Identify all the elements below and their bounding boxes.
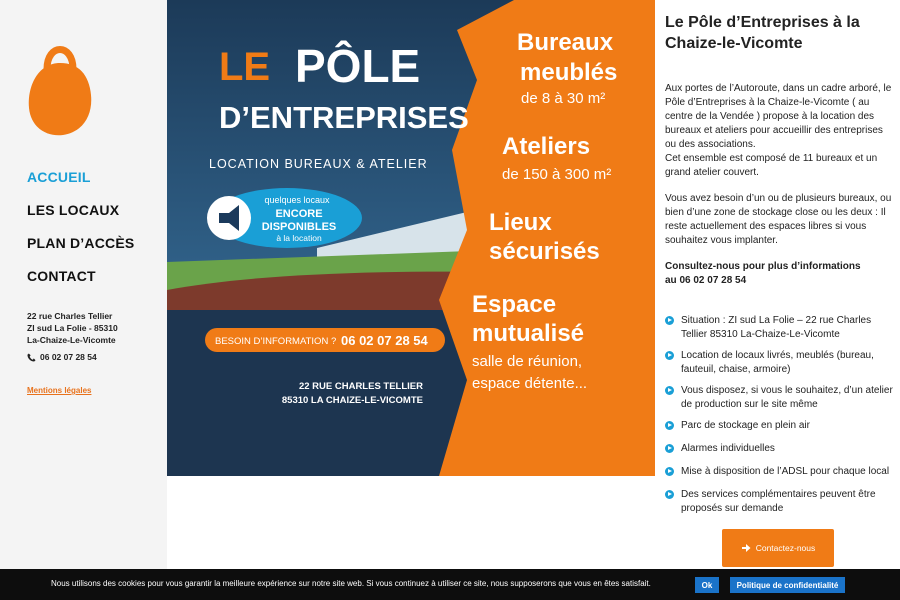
arrow-bullet-icon <box>665 351 674 360</box>
list-item: Situation : ZI sud La Folie – 22 rue Charles Tellier 85310 La-Chaize-Le-Vicomte <box>665 314 893 342</box>
nav-plan-acces[interactable]: PLAN D’ACCÈS <box>27 235 135 251</box>
features-list <box>665 314 893 516</box>
svg-text:de 8 à 30 m²: de 8 à 30 m² <box>521 90 606 107</box>
svg-text:Lieux: Lieux <box>489 209 552 236</box>
needs-paragraph: Vous avez besoin d’un ou de plusieurs bureaux, ou bien d’une zone de stockage close ou les deux : Il reste actuellement des espaces libres si vous souhaitez vous implanter. <box>665 193 892 246</box>
nav-les-locaux[interactable]: LES LOCAUX <box>27 202 120 218</box>
svg-text:à la location: à la location <box>276 233 322 243</box>
main-nav <box>27 168 134 300</box>
page-title: Le Pôle d’Entreprises à la Chaize-le-Vicomte <box>665 14 860 52</box>
contact-us-button[interactable]: Contactez-nous <box>722 529 834 567</box>
mentions-legales-link[interactable]: Mentions légales <box>27 386 92 395</box>
svg-text:22 RUE CHARLES TELLIER: 22 RUE CHARLES TELLIER <box>298 381 423 392</box>
svg-text:sécurisés: sécurisés <box>489 238 600 265</box>
svg-text:de 150 à 300 m²: de 150 à 300 m² <box>502 166 612 183</box>
hero-banner <box>167 0 655 476</box>
cookie-ok-button[interactable]: Ok <box>695 577 719 593</box>
svg-text:salle de réunion,: salle de réunion, <box>472 353 583 370</box>
nav-contact[interactable]: CONTACT <box>27 268 96 284</box>
privacy-policy-button[interactable]: Politique de confidentialité <box>730 577 845 593</box>
svg-text:Espace: Espace <box>472 291 557 318</box>
svg-text:mutualisé: mutualisé <box>472 320 585 347</box>
nav-accueil[interactable]: ACCUEIL <box>27 169 91 185</box>
hero-title-le: LE <box>219 45 271 89</box>
svg-text:meublés: meublés <box>520 59 618 86</box>
hero-subtitle: LOCATION BUREAUX & ATELIER <box>209 157 428 171</box>
svg-text:ENCORE: ENCORE <box>275 208 323 220</box>
svg-text:Bureaux: Bureaux <box>517 29 614 56</box>
main-content <box>665 12 893 523</box>
list-item: Vous disposez, si vous le souhaitez, d’un atelier de production sur le site même <box>665 384 893 412</box>
sidebar-phone[interactable]: 06 02 07 28 54 <box>27 352 97 362</box>
arrow-bullet-icon <box>665 386 674 395</box>
hero-title-entreprises: D’ENTREPRISES <box>219 100 469 135</box>
consult-line: Consultez-nous pour plus d’informations au 06 02 07 28 54 <box>665 261 861 286</box>
list-item: Parc de stockage en plein air <box>665 419 893 435</box>
svg-text:BESOIN D’INFORMATION ?: BESOIN D’INFORMATION ? <box>215 336 337 347</box>
arrow-bullet-icon <box>665 421 674 430</box>
arrow-bullet-icon <box>665 467 674 476</box>
hero-artwork <box>167 0 655 476</box>
svg-text:quelques locaux: quelques locaux <box>264 195 330 205</box>
sidebar-address: 22 rue Charles Tellier ZI sud La Folie - 85310 La-Chaize-Le-Vicomte <box>27 311 118 345</box>
arrow-bullet-icon <box>665 444 674 453</box>
svg-text:06 02 07 28 54: 06 02 07 28 54 <box>341 333 428 348</box>
hero-title-pole: PÔLE <box>295 40 421 92</box>
sidebar <box>0 0 167 600</box>
list-item: Alarmes individuelles <box>665 442 893 458</box>
intro-paragraph: Aux portes de l’Autoroute, dans un cadre arboré, le Pôle d’Entreprises à la Chaize-le-Vicomte ( au centre de la Vendée ) propose à la location des bureaux et ateliers pour accueillir des entreprises ou des associations. <box>665 83 892 150</box>
pole-logo[interactable] <box>27 33 93 137</box>
svg-text:espace détente...: espace détente... <box>472 375 588 392</box>
svg-text:Ateliers: Ateliers <box>502 133 591 160</box>
arrow-bullet-icon <box>665 316 674 325</box>
arrow-right-icon <box>741 543 751 553</box>
list-item: Mise à disposition de l’ADSL pour chaque local <box>665 465 893 481</box>
list-item: Des services complémentaires peuvent être proposés sur demande <box>665 488 893 516</box>
svg-text:85310 LA CHAIZE-LE-VICOMTE: 85310 LA CHAIZE-LE-VICOMTE <box>281 395 423 406</box>
cookie-banner <box>0 569 900 600</box>
phone-icon <box>27 353 36 362</box>
cookie-text: Nous utilisons des cookies pour vous garantir la meilleure expérience sur notre site web. Si vous continuez à utiliser ce site, nous supposerons que vous en êtes satisfait. <box>51 579 651 588</box>
arrow-bullet-icon <box>665 490 674 499</box>
intro-paragraph-2: Cet ensemble est composé de 11 bureaux et un grand atelier couvert. <box>665 153 878 178</box>
list-item: Location de locaux livrés, meublés (bureau, fauteuil, chaise, armoire) <box>665 349 893 377</box>
svg-text:DISPONIBLES: DISPONIBLES <box>261 221 337 233</box>
